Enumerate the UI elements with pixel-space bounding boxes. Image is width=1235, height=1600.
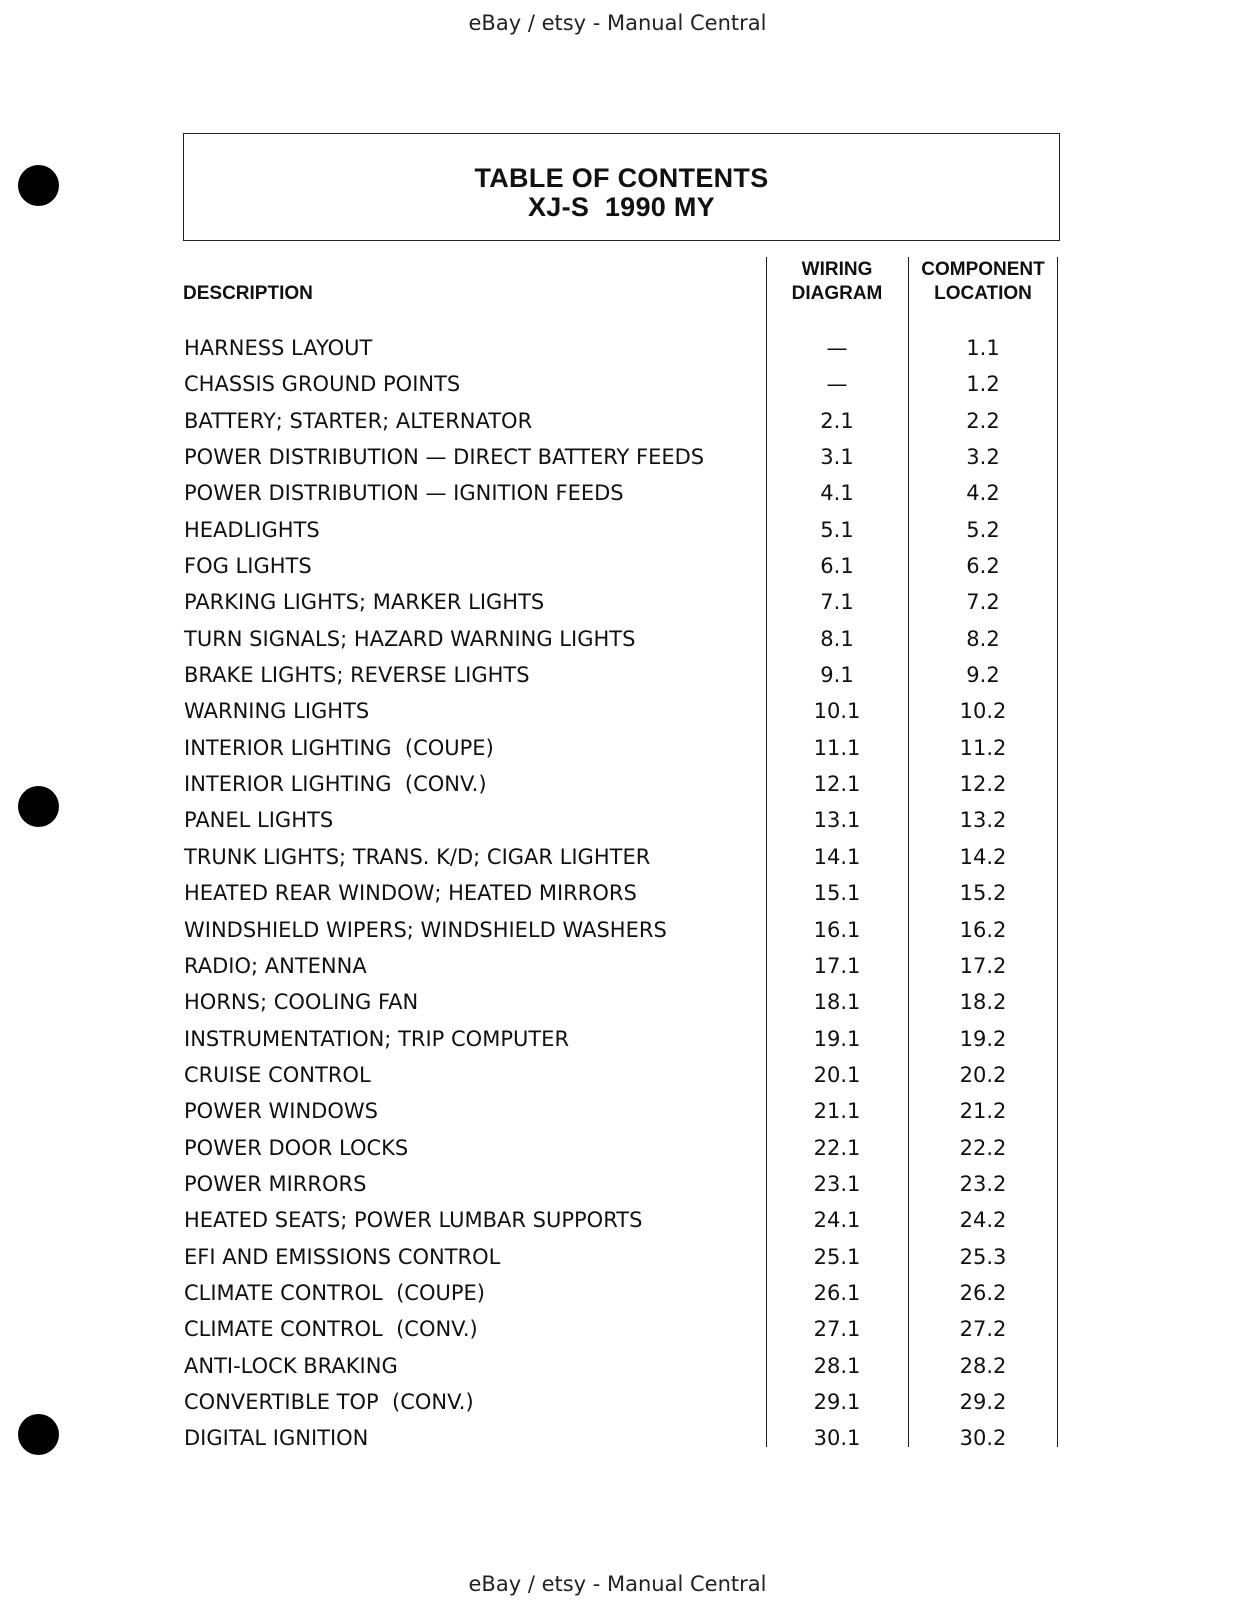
row-description: CHASSIS GROUND POINTS (184, 372, 461, 397)
row-wiring-diagram: 19.1 (813, 1026, 861, 1051)
table-row (0, 698, 1235, 734)
row-wiring-diagram: 15.1 (813, 881, 861, 906)
row-description: FOG LIGHTS (184, 554, 312, 579)
row-description: TURN SIGNALS; HAZARD WARNING LIGHTS (184, 626, 636, 651)
table-row (0, 480, 1235, 516)
table-row (0, 444, 1235, 480)
row-component-location: 26.2 (959, 1280, 1007, 1305)
row-description: BRAKE LIGHTS; REVERSE LIGHTS (184, 663, 530, 688)
row-description: TRUNK LIGHTS; TRANS. K/D; CIGAR LIGHTER (184, 844, 651, 869)
row-description: POWER MIRRORS (184, 1171, 367, 1196)
table-row (0, 1171, 1235, 1207)
row-component-location: 20.2 (959, 1062, 1007, 1087)
row-component-location: 13.2 (959, 808, 1007, 833)
row-description: CRUISE CONTROL (184, 1062, 371, 1087)
row-component-location: 14.2 (959, 844, 1007, 869)
row-wiring-diagram: 3.1 (820, 445, 854, 470)
table-row (0, 1316, 1235, 1352)
row-component-location: 8.2 (966, 626, 1000, 651)
row-wiring-diagram: 12.1 (813, 772, 861, 797)
row-description: CONVERTIBLE TOP (CONV.) (184, 1389, 474, 1414)
row-description: WARNING LIGHTS (184, 699, 370, 724)
row-wiring-diagram: — (826, 372, 848, 397)
page-subtitle: XJ-S 1990 MY (528, 192, 715, 222)
row-description: WINDSHIELD WIPERS; WINDSHIELD WASHERS (184, 917, 667, 942)
row-description: HARNESS LAYOUT (184, 336, 373, 360)
table-row (0, 371, 1235, 407)
row-wiring-diagram: 10.1 (813, 699, 861, 724)
row-wiring-diagram: 23.1 (813, 1171, 861, 1196)
table-row (0, 844, 1235, 880)
table-row (0, 807, 1235, 843)
row-component-location: 6.2 (966, 554, 1000, 579)
table-row (0, 1062, 1235, 1098)
row-wiring-diagram: — (826, 336, 848, 360)
row-description: ANTI-LOCK BRAKING (184, 1353, 398, 1378)
column-header-label: LOCATION (934, 283, 1032, 304)
row-component-location: 29.2 (959, 1389, 1007, 1414)
table-row (0, 735, 1235, 771)
row-wiring-diagram: 21.1 (813, 1099, 861, 1124)
row-description: DIGITAL IGNITION (184, 1426, 369, 1451)
table-row (0, 1098, 1235, 1134)
table-row (0, 1280, 1235, 1316)
row-description: INTERIOR LIGHTING (CONV.) (184, 772, 487, 797)
row-wiring-diagram: 8.1 (820, 626, 854, 651)
row-component-location: 17.2 (959, 953, 1007, 978)
watermark-top: eBay / etsy - Manual Central (468, 11, 767, 35)
table-row (0, 953, 1235, 989)
row-wiring-diagram: 2.1 (820, 408, 854, 433)
row-component-location: 15.2 (959, 881, 1007, 906)
row-description: PANEL LIGHTS (184, 808, 334, 833)
row-wiring-diagram: 25.1 (813, 1244, 861, 1269)
column-header-wiring-diagram (768, 258, 906, 306)
table-row (0, 771, 1235, 807)
table-row (0, 1425, 1235, 1461)
row-description: HEATED SEATS; POWER LUMBAR SUPPORTS (184, 1208, 643, 1233)
row-component-location: 5.2 (966, 517, 1000, 542)
table-row (0, 1135, 1235, 1171)
column-header-label: DIAGRAM (791, 283, 883, 304)
row-description: CLIMATE CONTROL (CONV.) (184, 1317, 478, 1342)
table-row (0, 626, 1235, 662)
row-component-location: 12.2 (959, 772, 1007, 797)
table-row (0, 1244, 1235, 1280)
row-wiring-diagram: 13.1 (813, 808, 861, 833)
row-wiring-diagram: 11.1 (813, 735, 861, 760)
row-component-location: 27.2 (959, 1317, 1007, 1342)
row-component-location: 1.1 (966, 336, 1000, 360)
table-row (0, 408, 1235, 444)
row-description: HEADLIGHTS (184, 517, 320, 542)
row-component-location: 24.2 (959, 1208, 1007, 1233)
contents-table (0, 335, 1235, 1462)
row-component-location: 30.2 (959, 1426, 1007, 1451)
table-row (0, 917, 1235, 953)
table-row (0, 1207, 1235, 1243)
column-header-label: WIRING (801, 259, 873, 280)
row-component-location: 19.2 (959, 1026, 1007, 1051)
column-header-label: COMPONENT (921, 259, 1045, 280)
row-description: EFI AND EMISSIONS CONTROL (184, 1244, 501, 1269)
row-component-location: 16.2 (959, 917, 1007, 942)
table-row (0, 553, 1235, 589)
row-wiring-diagram: 28.1 (813, 1353, 861, 1378)
row-description: POWER WINDOWS (184, 1099, 378, 1124)
table-row (0, 1353, 1235, 1389)
row-wiring-diagram: 27.1 (813, 1317, 861, 1342)
row-wiring-diagram: 30.1 (813, 1426, 861, 1451)
table-row (0, 517, 1235, 553)
row-component-location: 7.2 (966, 590, 1000, 615)
row-component-location: 21.2 (959, 1099, 1007, 1124)
row-wiring-diagram: 7.1 (820, 590, 854, 615)
row-wiring-diagram: 17.1 (813, 953, 861, 978)
column-header-description: DESCRIPTION (183, 283, 313, 304)
row-description: BATTERY; STARTER; ALTERNATOR (184, 408, 533, 433)
row-component-location: 3.2 (966, 445, 1000, 470)
row-description: PARKING LIGHTS; MARKER LIGHTS (184, 590, 545, 615)
row-component-location: 9.2 (966, 663, 1000, 688)
row-wiring-diagram: 26.1 (813, 1280, 861, 1305)
row-component-location: 22.2 (959, 1135, 1007, 1160)
row-description: INTERIOR LIGHTING (COUPE) (184, 735, 494, 760)
table-row (0, 589, 1235, 625)
punch-hole (18, 165, 59, 206)
table-row (0, 1389, 1235, 1425)
row-wiring-diagram: 4.1 (820, 481, 854, 506)
row-description: HEATED REAR WINDOW; HEATED MIRRORS (184, 881, 637, 906)
row-wiring-diagram: 14.1 (813, 844, 861, 869)
row-component-location: 28.2 (959, 1353, 1007, 1378)
row-wiring-diagram: 29.1 (813, 1389, 861, 1414)
row-component-location: 23.2 (959, 1171, 1007, 1196)
column-header-component-location (910, 258, 1056, 306)
row-description: HORNS; COOLING FAN (184, 990, 419, 1015)
watermark-bottom: eBay / etsy - Manual Central (468, 1572, 767, 1596)
row-component-location: 4.2 (966, 481, 1000, 506)
row-description: INSTRUMENTATION; TRIP COMPUTER (184, 1026, 570, 1051)
row-component-location: 18.2 (959, 990, 1007, 1015)
row-component-location: 2.2 (966, 408, 1000, 433)
table-row (0, 662, 1235, 698)
row-wiring-diagram: 16.1 (813, 917, 861, 942)
row-component-location: 11.2 (959, 735, 1007, 760)
row-wiring-diagram: 9.1 (820, 663, 854, 688)
row-wiring-diagram: 6.1 (820, 554, 854, 579)
table-row (0, 1026, 1235, 1062)
page-title: TABLE OF CONTENTS (474, 163, 769, 193)
row-description: POWER DISTRIBUTION — IGNITION FEEDS (184, 481, 624, 506)
row-wiring-diagram: 20.1 (813, 1062, 861, 1087)
row-wiring-diagram: 24.1 (813, 1208, 861, 1233)
table-row (0, 880, 1235, 916)
row-component-location: 10.2 (959, 699, 1007, 724)
title-box (183, 133, 1060, 241)
row-wiring-diagram: 22.1 (813, 1135, 861, 1160)
row-description: RADIO; ANTENNA (184, 953, 367, 978)
table-row (0, 335, 1235, 371)
row-component-location: 25.3 (959, 1244, 1007, 1269)
row-description: POWER DOOR LOCKS (184, 1135, 409, 1160)
row-description: POWER DISTRIBUTION — DIRECT BATTERY FEEDS (184, 445, 705, 470)
table-row (0, 989, 1235, 1025)
row-wiring-diagram: 5.1 (820, 517, 854, 542)
row-component-location: 1.2 (966, 372, 1000, 397)
row-wiring-diagram: 18.1 (813, 990, 861, 1015)
row-description: CLIMATE CONTROL (COUPE) (184, 1280, 485, 1305)
